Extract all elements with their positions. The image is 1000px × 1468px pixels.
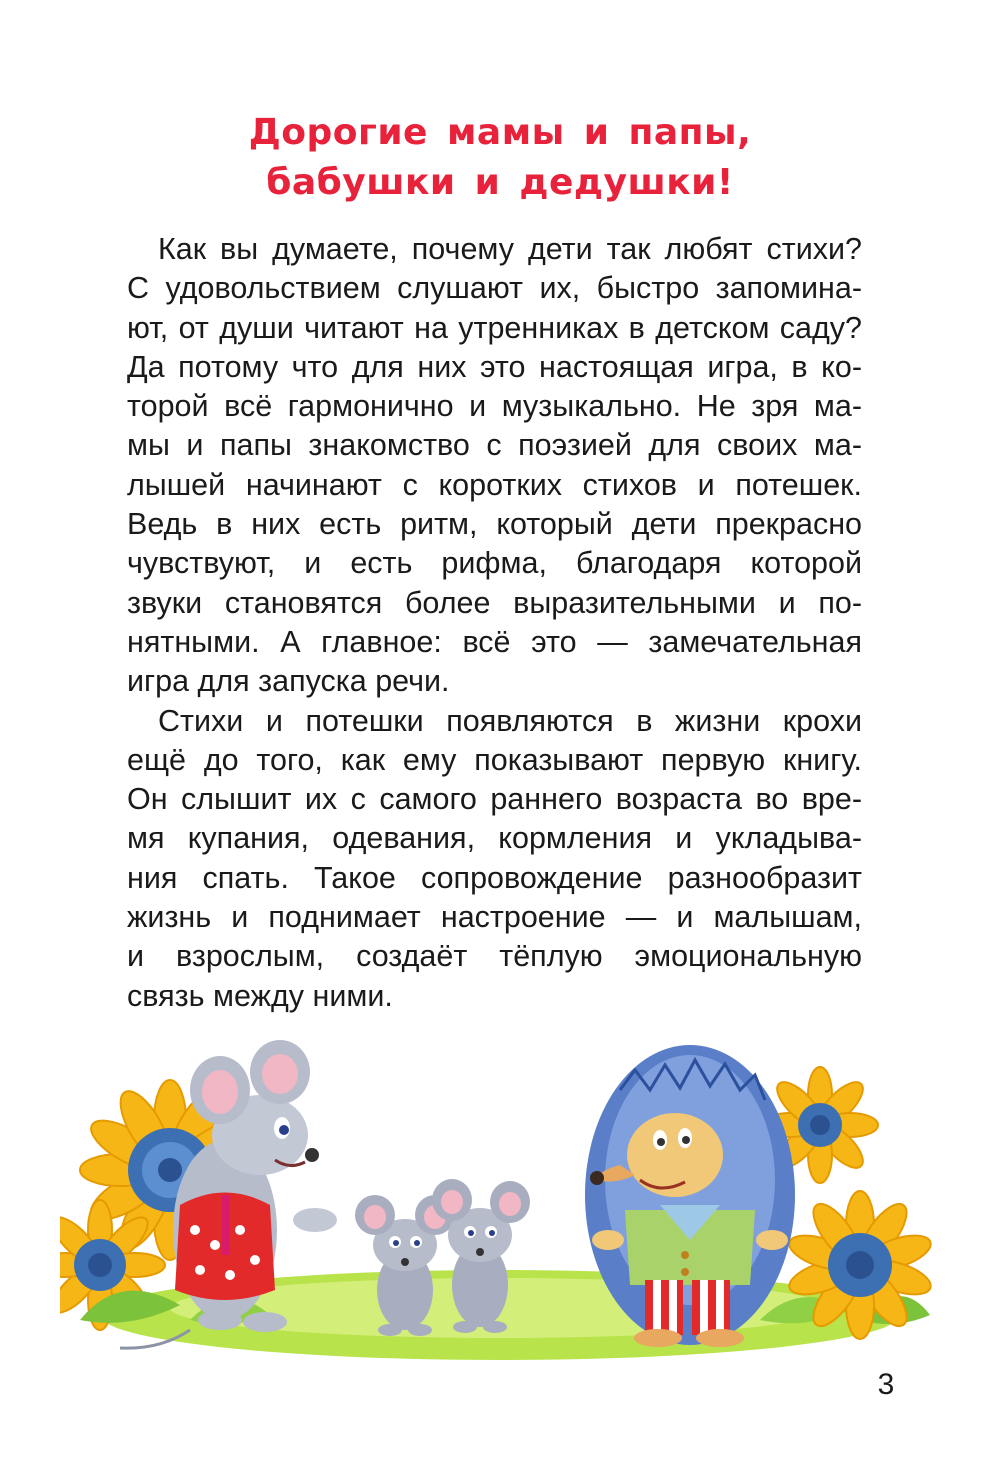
title-line-1: Дорогие мамы и папы, [248,112,752,153]
text-line: ния спать. Такое сопровождение разнообразит [127,860,862,895]
text-line: Ведь в них есть ритм, который дети прекрасно [127,507,862,542]
text-line: звуки становятся более выразительными и по- [127,585,862,620]
text-line: ют, от души читают на утренниках в детском саду? [127,310,862,345]
text-line: С удовольствием слушают их, быстро запомина- [127,271,862,306]
text-line: игра для запуска речи. [127,664,450,699]
page-title [0,108,1000,208]
title-line-2: бабушки и дедушки! [266,162,734,203]
text-line: нятными. А главное: всё это — замечательная [127,624,862,659]
text-line: Да потому что для них это настоящая игра, в ко- [127,349,862,384]
hedgehog [585,1045,795,1347]
text-line: Как вы думаете, почему дети так любят стихи? [158,232,862,266]
text-line: и взрослым, создаёт тёплую эмоциональную [127,939,862,974]
text-line: ещё до того, как ему показывают первую книгу. [127,742,862,777]
body-text [127,230,862,1016]
text-line: мы и папы знакомство с поэзией для своих ма- [127,428,862,463]
text-line: торой всё гармонично и музыкально. Не зря ма- [127,389,862,424]
page-number: 3 [877,1368,895,1401]
text-line: связь между ними. [127,978,393,1013]
text-line: Стихи и потешки появляются в жизни крохи [158,703,862,738]
text-line: лышей начинают с коротких стихов и потешек. [127,467,862,502]
text-line: Он слышит их с самого раннего возраста во вре- [127,782,862,817]
text-line: мя купания, одевания, кормления и укладыва- [127,821,862,856]
illustration [60,1030,940,1370]
text-line: чувствуют, и есть рифма, благодаря которой [127,546,862,581]
text-line: жизнь и поднимает настроение — и малышам, [127,900,862,935]
